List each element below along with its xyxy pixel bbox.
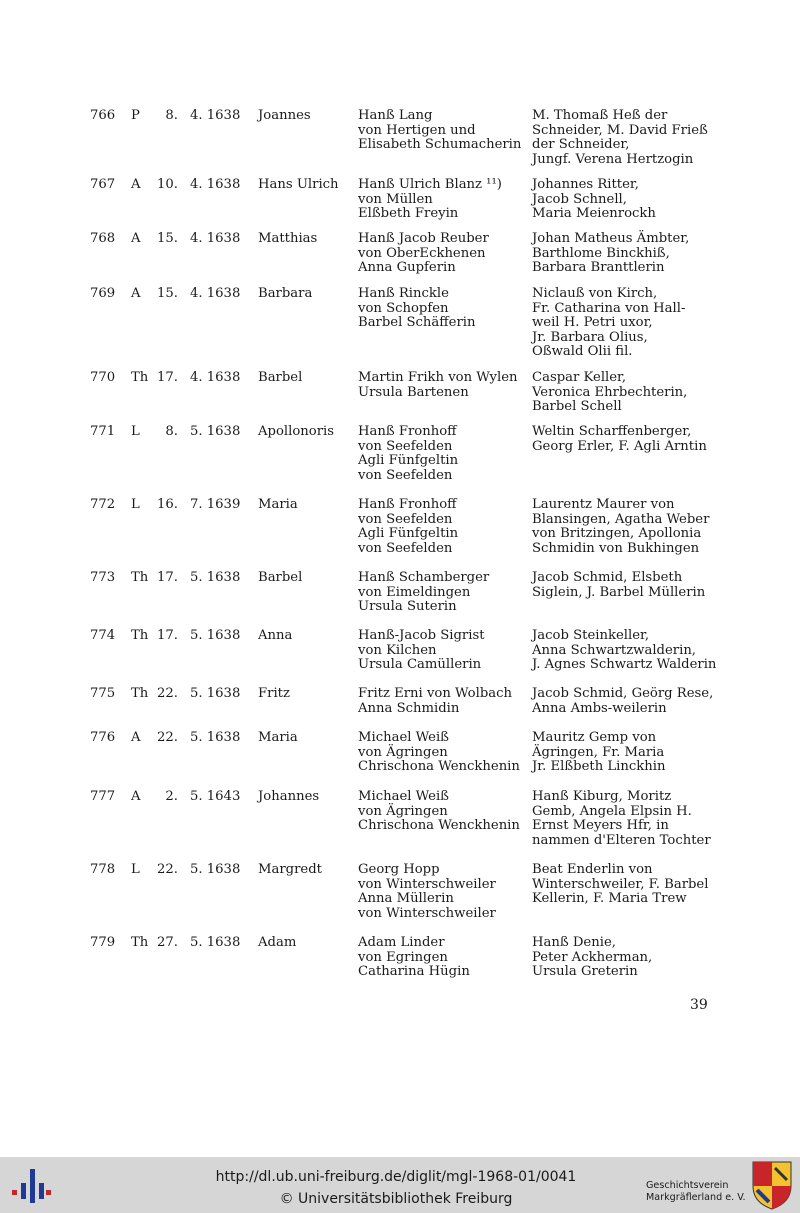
- godparents-line: Hanß Kiburg, Moritz: [532, 789, 672, 804]
- entry-number: 766: [90, 108, 116, 123]
- parents-line: von OberEckhenen: [358, 245, 486, 261]
- godparents-line: Barbel Schell: [532, 399, 622, 415]
- child-name: Maria: [258, 730, 298, 745]
- godparents-line: Anna Ambs-weilerin: [532, 700, 667, 716]
- parents-line: von Seefelden: [358, 467, 453, 483]
- godparents-line: Barbara Branttlerin: [532, 260, 665, 276]
- child-name: Joannes: [258, 108, 311, 123]
- parents-line: Agli Fünfgeltin: [358, 453, 459, 469]
- godparents-line: Ägringen, Fr. Maria: [532, 744, 665, 760]
- parents-line: Hanß Ulrich Blanz ¹¹): [358, 177, 502, 192]
- entry-type: A: [131, 730, 141, 745]
- parents-line: Barbel Schäfferin: [358, 315, 476, 331]
- entry-type: L: [131, 424, 140, 439]
- entry-date: 5. 1638: [190, 730, 241, 745]
- entry-type: Th: [131, 570, 149, 585]
- parents-line: von Egringen: [358, 949, 448, 965]
- parents: [358, 425, 458, 483]
- parents: [358, 232, 489, 276]
- parents-line: Ursula Camüllerin: [358, 657, 482, 673]
- parents-line: von Ägringen: [358, 803, 448, 819]
- godparents: [532, 687, 713, 716]
- parents: [358, 498, 458, 556]
- child-name: Adam: [258, 935, 297, 950]
- godparents: [532, 178, 656, 222]
- godparents-line: Georg Erler, F. Agli Arntin: [532, 438, 707, 454]
- parents-line: von Kilchen: [358, 642, 437, 658]
- godparents: [532, 232, 689, 276]
- entry-date: 5. 1638: [190, 570, 241, 585]
- entry-day: 17.: [157, 570, 178, 585]
- godparents: [532, 425, 707, 454]
- entry-date: 5. 1638: [190, 424, 241, 439]
- entry-date: 4. 1638: [190, 177, 241, 192]
- entry-day: 22.: [157, 862, 178, 877]
- godparents-line: Ernst Meyers Hfr, in: [532, 818, 669, 834]
- godparents-line: Jacob Schmid, Geörg Rese,: [532, 686, 714, 701]
- godparents-line: Ursula Greterin: [532, 964, 638, 980]
- parents: [358, 371, 518, 400]
- godparents-line: Jr. Elßbeth Linckhin: [532, 759, 666, 775]
- entry-number: 778: [90, 862, 116, 877]
- footer-copyright: © Universitätsbibliothek Freiburg: [279, 1191, 513, 1207]
- child-name: Maria: [258, 497, 298, 512]
- child-name: Anna: [258, 628, 293, 643]
- entry-number: 769: [90, 286, 116, 301]
- godparents: [532, 936, 652, 980]
- footer-url[interactable]: http://dl.ub.uni-freiburg.de/diglit/mgl-1968-01/0041: [215, 1169, 577, 1185]
- entry-day: 10.: [157, 177, 178, 192]
- parents-line: von Winterschweiler: [358, 905, 496, 921]
- society-line-1: Geschichtsverein: [646, 1180, 729, 1191]
- godparents-line: weil H. Petri uxor,: [532, 315, 653, 331]
- child-name: Apollonoris: [258, 424, 335, 439]
- godparents-line: Anna Schwartzwalderin,: [532, 642, 697, 658]
- parents-line: Michael Weiß: [358, 789, 449, 804]
- godparents-line: Jacob Schmid, Elsbeth: [532, 570, 683, 585]
- parents-line: von Ägringen: [358, 744, 448, 760]
- godparents-line: Johannes Ritter,: [532, 177, 639, 192]
- entry-type: L: [131, 497, 140, 512]
- parents-line: Elisabeth Schumacherin: [358, 137, 522, 153]
- parents: [358, 287, 475, 331]
- godparents-line: Jr. Barbara Olius,: [532, 329, 648, 345]
- entry-type: Th: [131, 628, 149, 643]
- entry-day: 15.: [157, 286, 178, 301]
- entry-type: A: [131, 177, 141, 192]
- godparents-line: Niclauß von Kirch,: [532, 286, 658, 301]
- parents-line: von Eimeldingen: [358, 584, 471, 600]
- entry-date: 4. 1638: [190, 370, 241, 385]
- parents: [358, 790, 520, 834]
- entry-date: 5. 1638: [190, 862, 241, 877]
- parents-line: von Seefelden: [358, 438, 453, 454]
- godparents-line: Blansingen, Agatha Weber: [532, 511, 710, 527]
- entry-number: 777: [90, 789, 116, 804]
- godparents-line: Mauritz Gemp von: [532, 730, 657, 745]
- godparents-line: Caspar Keller,: [532, 370, 627, 385]
- godparents-line: Weltin Scharffenberger,: [532, 424, 692, 439]
- parents-line: Agli Fünfgeltin: [358, 526, 459, 542]
- godparents: [532, 863, 708, 907]
- parents-line: Anna Müllerin: [358, 891, 454, 907]
- godparents-line: Hanß Denie,: [532, 935, 616, 950]
- parents-line: Adam Linder: [358, 935, 445, 950]
- entry-number: 771: [90, 424, 116, 439]
- godparents-line: Gemb, Angela Elpsin H.: [532, 803, 692, 819]
- godparents: [532, 629, 716, 673]
- godparents-line: Maria Meienrockh: [532, 206, 656, 222]
- society-name: [646, 1180, 746, 1204]
- parents: [358, 863, 496, 921]
- child-name: Johannes: [258, 789, 320, 804]
- parents: [358, 936, 470, 980]
- godparents: [532, 790, 711, 848]
- parents-line: Martin Frikh von Wylen: [358, 370, 518, 385]
- parents: [358, 178, 502, 222]
- parents-line: Michael Weiß: [358, 730, 449, 745]
- godparents-line: Fr. Catharina von Hall-: [532, 300, 686, 316]
- godparents-line: Jacob Schnell,: [532, 191, 627, 207]
- entry-type: A: [131, 286, 141, 301]
- godparents-line: Siglein, J. Barbel Müllerin: [532, 584, 706, 600]
- parents-line: Hanß Schamberger: [358, 570, 490, 585]
- entry-type: A: [131, 789, 141, 804]
- godparents-line: Johan Matheus Ämbter,: [532, 231, 690, 246]
- parents-line: von Seefelden: [358, 511, 453, 527]
- parents-line: Hanß-Jacob Sigrist: [358, 628, 485, 643]
- godparents-line: Jungf. Verena Hertzogin: [532, 151, 694, 167]
- godparents-line: Kellerin, F. Maria Trew: [532, 891, 687, 907]
- godparents-line: von Britzingen, Apollonia: [532, 526, 702, 542]
- godparents-line: Jacob Steinkeller,: [532, 628, 650, 643]
- child-name: Barbel: [258, 570, 303, 585]
- godparents-line: Winterschweiler, F. Barbel: [532, 876, 709, 892]
- entry-day: 17.: [157, 628, 178, 643]
- entry-number: 773: [90, 570, 116, 585]
- godparents-line: der Schneider,: [532, 137, 630, 153]
- entry-type: Th: [131, 935, 149, 950]
- entry-type: P: [131, 108, 140, 123]
- entry-day: 17.: [157, 370, 178, 385]
- parents: [358, 571, 489, 615]
- parents-line: Fritz Erni von Wolbach: [358, 686, 513, 701]
- parents-line: Hanß Fronhoff: [358, 497, 457, 512]
- entry-day: 15.: [157, 231, 178, 246]
- godparents: [532, 731, 665, 775]
- entry-day: 22.: [157, 730, 178, 745]
- entry-date: 7. 1639: [190, 497, 241, 512]
- parents: [358, 687, 512, 716]
- entry-day: 8.: [165, 424, 178, 439]
- child-name: Matthias: [258, 231, 318, 246]
- child-name: Barbara: [258, 286, 313, 301]
- godparents-line: Schmidin von Bukhingen: [532, 540, 700, 556]
- parents-line: von Seefelden: [358, 540, 453, 556]
- entry-number: 767: [90, 177, 116, 192]
- entry-date: 5. 1638: [190, 628, 241, 643]
- parents: [358, 731, 520, 775]
- entry-day: 8.: [165, 108, 178, 123]
- entry-date: 5. 1638: [190, 686, 241, 701]
- entry-date: 5. 1638: [190, 935, 241, 950]
- godparents-line: Peter Ackherman,: [532, 949, 653, 965]
- godparents: [532, 109, 708, 167]
- entry-number: 774: [90, 628, 116, 643]
- child-name: Hans Ulrich: [258, 177, 339, 192]
- godparents-line: Schneider, M. David Frieß: [532, 122, 708, 138]
- godparents: [532, 571, 705, 600]
- child-name: Barbel: [258, 370, 303, 385]
- parents-line: Hanß Jacob Reuber: [358, 231, 489, 246]
- entry-number: 776: [90, 730, 116, 745]
- parents-line: Ursula Suterin: [358, 599, 457, 615]
- godparents-line: Oßwald Olii fil.: [532, 344, 633, 360]
- godparents-line: Veronica Ehrbechterin,: [532, 384, 688, 400]
- entry-day: 27.: [157, 935, 178, 950]
- entry-number: 775: [90, 686, 116, 701]
- godparents-line: J. Agnes Schwartz Walderin: [532, 657, 717, 673]
- entry-number: 770: [90, 370, 116, 385]
- parents-line: Anna Gupferin: [358, 260, 456, 276]
- coat-of-arms-icon: [751, 1160, 793, 1210]
- parents-line: Catharina Hügin: [358, 964, 470, 980]
- page-number: 39: [690, 997, 708, 1013]
- godparents-line: Beat Enderlin von: [532, 862, 653, 877]
- entry-day: 16.: [157, 497, 178, 512]
- entry-date: 4. 1638: [190, 286, 241, 301]
- footer-bar: [0, 1157, 800, 1213]
- godparents: [532, 287, 685, 360]
- parents-line: Chrischona Wenckhenin: [358, 818, 520, 834]
- godparents-line: nammen d'Elteren Tochter: [532, 832, 711, 848]
- child-name: Fritz: [258, 686, 290, 701]
- parents-line: Hanß Lang: [358, 108, 433, 123]
- parents-line: Ursula Bartenen: [358, 384, 469, 400]
- entry-type: A: [131, 231, 141, 246]
- entry-day: 2.: [165, 789, 178, 804]
- entry-number: 768: [90, 231, 116, 246]
- parents-line: Hanß Rinckle: [358, 286, 449, 301]
- parents-line: Chrischona Wenckhenin: [358, 759, 520, 775]
- entry-type: L: [131, 862, 140, 877]
- parents-line: Georg Hopp: [358, 862, 440, 877]
- entry-type: Th: [131, 370, 149, 385]
- society-line-2: Markgräflerland e. V.: [646, 1192, 746, 1203]
- parents-line: Elßbeth Freyin: [358, 206, 459, 222]
- entry-date: 5. 1643: [190, 789, 241, 804]
- parents-line: Hanß Fronhoff: [358, 424, 457, 439]
- parents: [358, 109, 521, 153]
- parents-line: von Müllen: [358, 191, 433, 207]
- entry-date: 4. 1638: [190, 231, 241, 246]
- godparents: [532, 498, 709, 556]
- parents-line: von Schopfen: [358, 300, 449, 316]
- parents-line: von Winterschweiler: [358, 876, 496, 892]
- parents-line: von Hertigen und: [358, 122, 476, 138]
- parents-line: Anna Schmidin: [358, 700, 460, 716]
- entry-type: Th: [131, 686, 149, 701]
- parents: [358, 629, 485, 673]
- entry-number: 779: [90, 935, 116, 950]
- child-name: Margredt: [258, 862, 322, 877]
- godparents-line: Barthlome Binckhiß,: [532, 245, 670, 261]
- godparents-line: M. Thomaß Heß der: [532, 108, 668, 123]
- entry-day: 22.: [157, 686, 178, 701]
- entry-date: 4. 1638: [190, 108, 241, 123]
- godparents-line: Laurentz Maurer von: [532, 497, 675, 512]
- godparents: [532, 371, 687, 415]
- entry-number: 772: [90, 497, 116, 512]
